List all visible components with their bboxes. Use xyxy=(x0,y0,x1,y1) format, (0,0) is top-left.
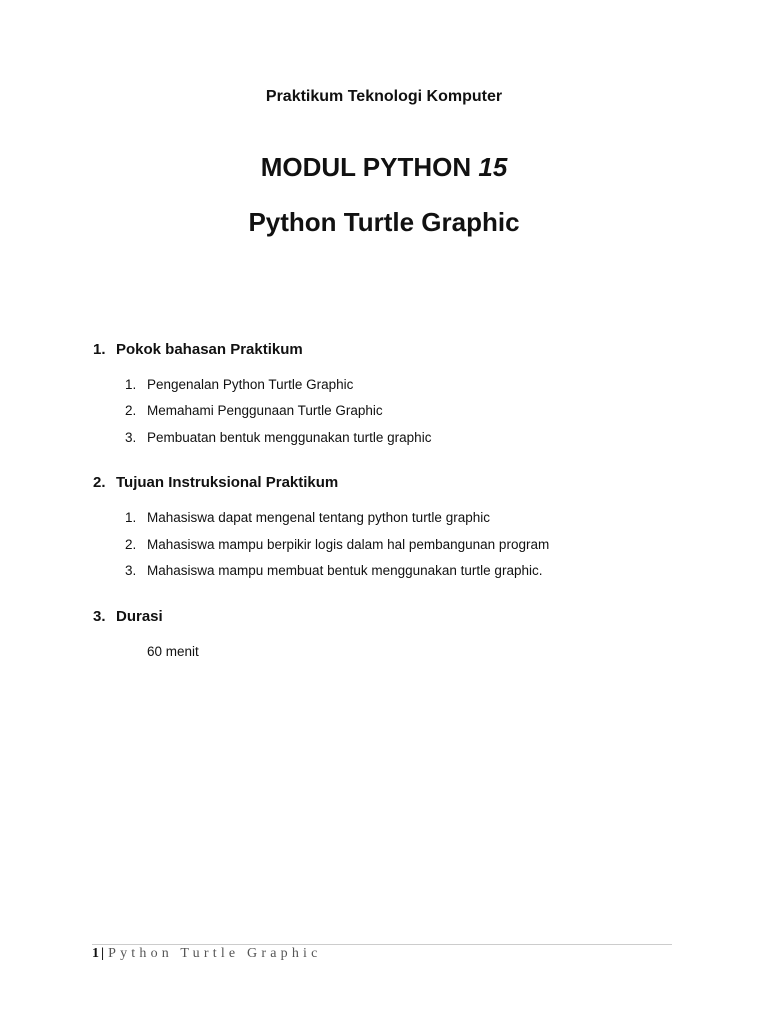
list-item xyxy=(125,563,542,578)
section-heading-tujuan-instruksional xyxy=(93,474,338,491)
section-heading-durasi xyxy=(93,608,163,625)
list-item-text: Memahami Penggunaan Turtle Graphic xyxy=(147,403,383,418)
list-item xyxy=(125,403,383,418)
duration-value: 60 menit xyxy=(147,644,199,659)
section-title: Pokok bahasan Praktikum xyxy=(116,341,303,358)
list-item-text: Pengenalan Python Turtle Graphic xyxy=(147,377,354,392)
page-footer xyxy=(92,946,322,962)
list-item-number: 3. xyxy=(125,563,137,578)
list-item xyxy=(125,430,431,445)
list-item-number: 1. xyxy=(125,377,137,392)
list-item-text: Pembuatan bentuk menggunakan turtle graphic xyxy=(147,430,432,445)
list-item-text: Mahasiswa dapat mengenal tentang python turtle graphic xyxy=(147,510,490,525)
module-number: 15 xyxy=(478,152,508,182)
list-item-number: 2. xyxy=(125,403,137,418)
footer-title: Python Turtle Graphic xyxy=(108,946,322,961)
list-item-number: 2. xyxy=(125,537,137,552)
section-number: 1. xyxy=(93,341,106,358)
footer-separator: | xyxy=(101,946,105,961)
page-number: 1 xyxy=(92,946,99,961)
list-item xyxy=(125,537,549,552)
section-title: Tujuan Instruksional Praktikum xyxy=(116,474,339,491)
list-item xyxy=(125,377,353,392)
module-title-prefix: MODUL PYTHON xyxy=(260,152,472,182)
section-number: 3. xyxy=(93,608,106,625)
section-title: Durasi xyxy=(116,608,163,625)
list-item-text: Mahasiswa mampu membuat bentuk menggunakan turtle graphic. xyxy=(147,563,543,578)
list-item xyxy=(125,510,490,525)
module-title xyxy=(0,152,768,183)
list-item-text: Mahasiswa mampu berpikir logis dalam hal pembangunan program xyxy=(147,537,550,552)
section-number: 2. xyxy=(93,474,106,491)
footer-divider xyxy=(92,944,672,945)
course-subtitle: Praktikum Teknologi Komputer xyxy=(265,88,503,105)
list-item-number: 1. xyxy=(125,510,137,525)
section-heading-pokok-bahasan xyxy=(93,341,303,358)
list-item-number: 3. xyxy=(125,430,137,445)
module-topic: Python Turtle Graphic xyxy=(248,207,520,237)
